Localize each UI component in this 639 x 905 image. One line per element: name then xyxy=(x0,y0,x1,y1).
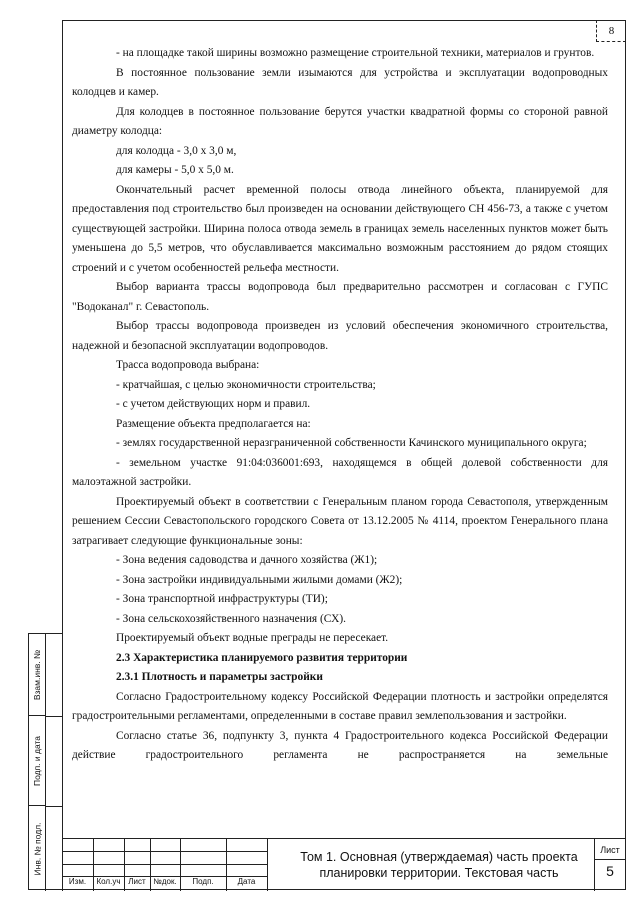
title-block-stamp xyxy=(62,838,626,890)
paragraph: для камеры - 5,0 х 5,0 м. xyxy=(116,164,234,176)
list-item: - с учетом действующих норм и правил. xyxy=(116,398,311,410)
paragraph: Для колодцев в постоянное пользование берутся участки квадратной формы со стороной равной диаметру колодца: xyxy=(72,105,608,137)
list-item: - землях государственной неразграниченной собственности Качинского муниципального округа; xyxy=(116,437,587,449)
paragraph: Выбор варианта трассы водопровода был предварительно рассмотрен и согласован с ГУПС "Водоканал" г. Севастополь. xyxy=(72,281,608,313)
top-sheet-number: 8 xyxy=(596,20,626,42)
paragraph: Согласно Градостроительному кодексу Российской Федерации плотность и застройки определятся градостроительными регламентами, определенными в составе правил землепользования и застройки. xyxy=(72,690,608,722)
paragraph: Проектируемый объект водные преграды не пересекает. xyxy=(116,632,389,644)
paragraph: Проектируемый объект в соответствии с Генеральным планом города Севастополя, утвержденным решением Сессии Севастопольского городского Совета от 13.12.2005 № 4114, проектом Генерального плана затрагивает следующие функциональные зоны: xyxy=(72,495,608,547)
paragraph: Окончательный расчет временной полосы отвода линейного объекта, планируемой для предоставления под строительство был произведен на основании действующего СН 456-73, а также с учетом существующей застройки. Ширина полоса отвода земель в границах земель населенных пунктов может быть уменьшена до 5,5 метров, что обуславливается максимально возможным расстоянием до рядом стоящих строений и с учетом особенностей рельефа местности. xyxy=(72,183,608,274)
stamp-col-sheet: Лист xyxy=(128,877,146,886)
stamp-sheet-label: Лист xyxy=(600,845,620,855)
document-title: Том 1. Основная (утверждаемая) часть проекта планировки территории. Текстовая часть xyxy=(300,850,578,880)
paragraph: для колодца - 3,0 х 3,0 м, xyxy=(116,144,237,157)
stamp-col-date: Дата xyxy=(237,877,256,886)
stamp-sheet-number: 5 xyxy=(606,863,614,879)
paragraph: В постоянное пользование земли изымаются для устройства и эксплуатации водопроводных колодцев и камер. xyxy=(72,66,608,98)
side-label-original-inv: Инв. № подл. xyxy=(32,822,43,875)
list-item: - Зона ведения садоводства и дачного хозяйства (Ж1); xyxy=(116,554,378,566)
stamp-col-count: Кол.уч xyxy=(96,877,121,886)
paragraph: Размещение объекта предполагается на: xyxy=(116,417,311,430)
paragraph: - на площадке такой ширины возможно размещение строительной техники, материалов и грунтов. xyxy=(116,47,595,59)
side-label-replacement-inv: Взам.инв. № xyxy=(32,649,42,701)
list-item: - земельном участке 91:04:036001:693, находящемся в общей долевой собственности для малоэтажной застройки. xyxy=(72,456,608,488)
document-body xyxy=(72,44,608,766)
paragraph: Выбор трассы водопровода произведен из условий обеспечения экономичного строительства, надежной и безопасной эксплуатации водопроводов. xyxy=(72,320,608,352)
stamp-col-signature: Подп. xyxy=(192,877,214,886)
stamp-col-doc: №док. xyxy=(153,877,177,886)
paragraph: Согласно статье 36, подпункту 3, пункта 4 Градостроительного кодекса Российской Федерации действие градостроительного регламента не распространяется на земельные xyxy=(72,729,608,761)
list-item: - Зона сельскохозяйственного назначения (СХ). xyxy=(116,612,346,625)
side-label-signature-date: Подп. и дата xyxy=(32,735,43,787)
stamp-col-change: Изм. xyxy=(68,877,87,886)
side-approval-block xyxy=(28,633,62,890)
subsection-heading: 2.3.1 Плотность и параметры застройки xyxy=(116,671,323,683)
list-item: - Зона транспортной инфраструктуры (ТИ); xyxy=(116,593,328,605)
paragraph: Трасса водопровода выбрана: xyxy=(116,359,260,371)
list-item: - кратчайшая, с целью экономичности строительства; xyxy=(116,378,376,391)
section-heading: 2.3 Характеристика планируемого развития территории xyxy=(116,651,408,664)
list-item: - Зона застройки индивидуальными жилыми домами (Ж2); xyxy=(116,573,403,586)
